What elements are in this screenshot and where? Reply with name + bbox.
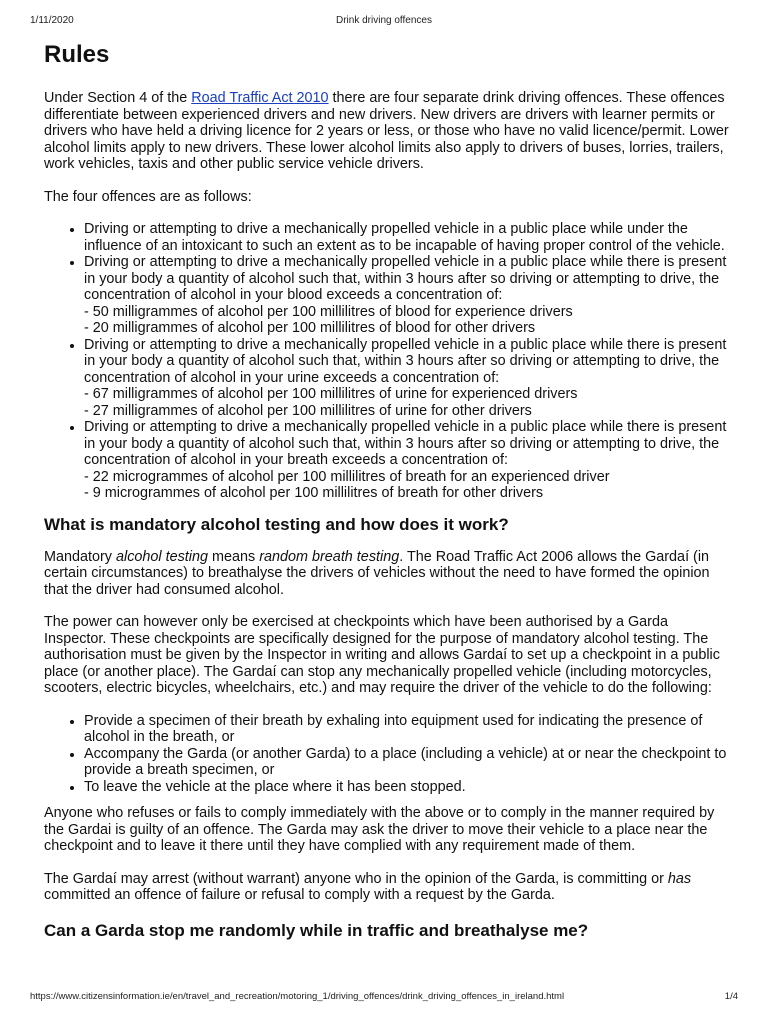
mandatory-p2: The power can however only be exercised at checkpoints which have been authorised by a Garda Inspector. These checkpoints are specifically designed for the purpose of mandatory alcohol testing. The authorisation must be given by the Inspector in writing and allows Gardaí to set up a checkpoint in a public place (or another place). The Gardaí can stop any mechanically propelled vehicle (including motorcycles, scooters, electric bicycles, wheelchairs, etc.) and may require the driver of the vehicle to do the following: <box>44 614 720 696</box>
source-url: https://www.citizensinformation.ie/en/travel_and_recreation/motoring_1/driving_offences/drink_driving_offences_in_ireland.html <box>30 991 565 1002</box>
mandatory-p4: The Gardaí may arrest (without warrant) anyone who in the opinion of the Garda, is committing or has committed an offence of failure or refusal to comply with a request by the Garda. <box>44 870 692 903</box>
road-traffic-act-link[interactable]: Road Traffic Act 2010 <box>191 90 329 106</box>
list-item: • Provide a specimen of their breath by exhaling into equipment used for indicating the presence of alcohol in the breath, or <box>84 713 734 746</box>
offences-list <box>44 221 734 502</box>
article-content <box>44 40 734 955</box>
mandatory-p3: Anyone who refuses or fails to comply immediately with the above or to comply in the manner required by the Gardai is guilty of an offence. The Garda may ask the driver to move their vehicle to a place near the checkpoint and to leave it there until they have complied with any requirement made of them. <box>44 805 715 854</box>
document-title: Drink driving offences <box>336 15 432 26</box>
list-item: • Accompany the Garda (or another Garda) to a place (including a vehicle) at or near the checkpoint to provide a breath specimen, or <box>84 746 734 779</box>
list-item: • Driving or attempting to drive a mechanically propelled vehicle in a public place while there is present in your body a quantity of alcohol such that, within 3 hours after so driving or attempting to drive, the concentration of alcohol in your breath exceeds a concentration of: - 22 microgrammes of alcohol per 100 millilitres of breath for an experienced driver - 9 microgrammes of alcohol per 100 millilitres of breath for other drivers <box>84 419 734 502</box>
limit-line: - 9 microgrammes of alcohol per 100 millilitres of breath for other drivers <box>84 485 544 501</box>
rules-intro: Under Section 4 of the Road Traffic Act 2010 there are four separate drink driving offences. These offences differentiate between experienced drivers and new drivers. New drivers are drivers with learner permits or drivers who have held a driving licence for 2 years or less, or those who have no valid licence/permit. Lower alcohol limits apply to new drivers. These lower alcohol limits also apply to drivers of buses, lorries, trailers, work vehicles, taxis and other public service vehicle drivers. <box>44 90 729 172</box>
requirements-list <box>44 713 734 796</box>
print-header <box>30 15 738 29</box>
rules-heading: Rules <box>44 41 110 68</box>
list-item: • To leave the vehicle at the place where it has been stopped. <box>84 779 734 796</box>
random-stop-heading: Can a Garda stop me randomly while in traffic and breathalyse me? <box>44 920 589 940</box>
limit-line: - 27 milligrammes of alcohol per 100 millilitres of urine for other drivers <box>84 402 532 419</box>
four-offences-intro: The four offences are as follows: <box>44 188 252 205</box>
limit-line: - 20 milligrammes of alcohol per 100 millilitres of blood for other drivers <box>84 320 536 336</box>
list-item: • Driving or attempting to drive a mechanically propelled vehicle in a public place while there is present in your body a quantity of alcohol such that, within 3 hours after so driving or attempting to drive, the concentration of alcohol in your urine exceeds a concentration of: - 67 milligrammes of alcohol per 100 millilitres of urine for experienced drivers - 27 milligrammes of alcohol per 100 millilitres of urine for other drivers <box>84 337 734 420</box>
limit-line: - 50 milligrammes of alcohol per 100 millilitres of blood for experience drivers <box>84 303 573 320</box>
mandatory-p1: Mandatory alcohol testing means random breath testing. The Road Traffic Act 2006 allows the Gardaí (in certain circumstances) to breathalyse the drivers of vehicles without the need to have formed the opinion that the driver had consumed alcohol. <box>44 548 710 598</box>
print-footer <box>30 991 738 1004</box>
limit-line: - 22 microgrammes of alcohol per 100 millilitres of breath for an experienced driver <box>84 468 610 485</box>
mandatory-testing-heading: What is mandatory alcohol testing and how does it work? <box>44 514 509 534</box>
page-number: 1/4 <box>724 991 738 1002</box>
list-item: • Driving or attempting to drive a mechanically propelled vehicle in a public place while under the influence of an intoxicant to such an extent as to be incapable of having proper control of the vehicle. <box>84 221 734 254</box>
list-item: • Driving or attempting to drive a mechanically propelled vehicle in a public place while there is present in your body a quantity of alcohol such that, within 3 hours after so driving or attempting to drive, the concentration of alcohol in your blood exceeds a concentration of: - 50 milligrammes of alcohol per 100 millilitres of blood for experience drivers - 20 milligrammes of alcohol per 100 millilitres of blood for other drivers <box>84 254 734 337</box>
print-date: 1/11/2020 <box>30 15 74 26</box>
limit-line: - 67 milligrammes of alcohol per 100 millilitres of urine for experienced drivers <box>84 386 578 402</box>
